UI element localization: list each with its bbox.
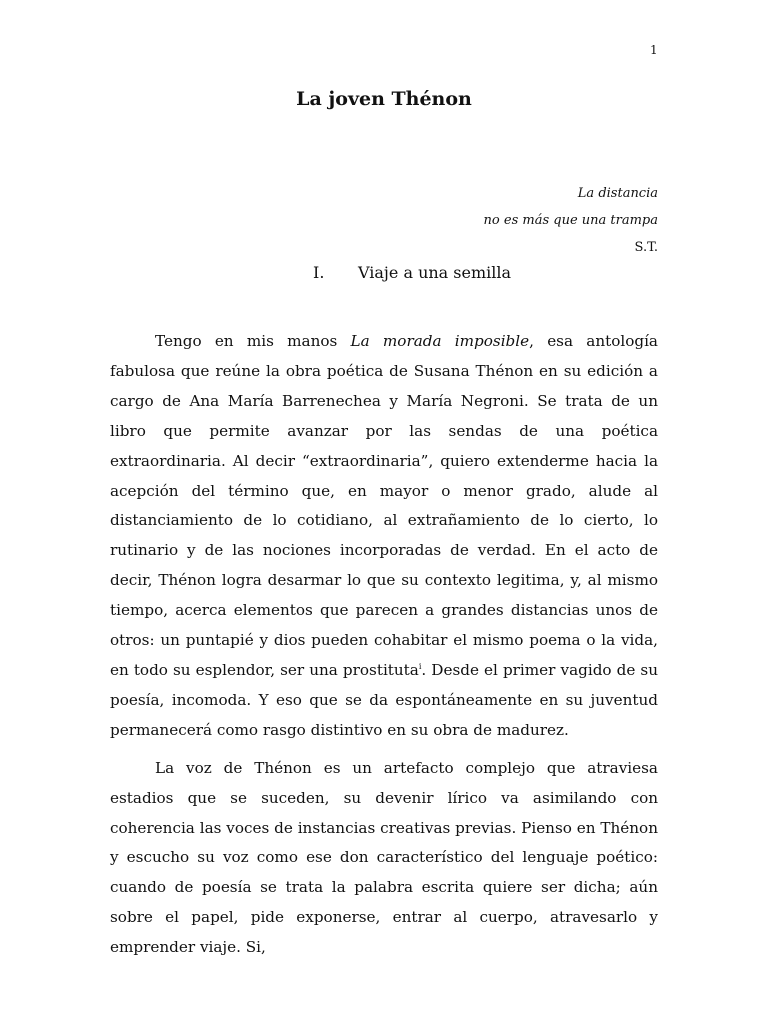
- epigraph: [484, 180, 658, 261]
- page-number: 1: [650, 43, 658, 57]
- paragraph-2: [110, 754, 658, 963]
- section-heading: [313, 263, 511, 282]
- paragraph-1: [110, 327, 658, 746]
- document-title: La joven Thénon: [296, 88, 472, 110]
- paragraph-2-text: La voz de Thénon es un artefacto complejo que atraviesa estadios que se suceden, su devenir lírico va asimilando con coherencia las voces de instancias creativas previas. Pienso en Thénon y escucho su voz como ese don característico del lenguaje poético: cuando de poesía se trata la palabra escrita quiere ser dicha; aún sobre el papel, pide exponerse, entrar al cuerpo, atravesarlo y emprender viaje. Si,: [110, 758, 658, 957]
- paragraph-1-text: , esa antología fabulosa que reúne la obra poética de Susana Thénon en su edición a cargo de Ana María Barrenechea y María Negroni. Se trata de un libro que permite avanzar por las sendas de una poética extraordinaria. Al decir “extraordinaria”, quiero extenderme hacia la acepción del término que, en mayor o menor grado, alude al distanciamiento de lo cotidiano, al extrañamiento de lo cierto, lo rutinario y de las nociones incorporadas de verdad. En el acto de decir, Thénon logra desarmar lo que su contexto legitima, y, al mismo tiempo, acerca elementos que parecen a grandes distancias unos de otros: un puntapié y dios pueden cohabitar el mismo poema o la vida, en todo su esplendor, ser una prostituta: [110, 332, 658, 679]
- section-number: I.: [313, 263, 325, 282]
- epigraph-line-1: La distancia: [577, 186, 658, 201]
- book-title: La morada imposible: [350, 332, 530, 350]
- paragraph-1-text-after: . Desde el primer vagido de su poesía, incomoda. Y eso que se da espontáneamente en su juventud permanecerá como rasgo distintivo en su obra de madurez.: [110, 660, 658, 739]
- epigraph-line-2: no es más que una trampa: [483, 213, 658, 228]
- paragraph-1-intro: Tengo en mis manos: [155, 332, 351, 350]
- epigraph-author: S.T.: [634, 240, 658, 255]
- section-title: Viaje a una semilla: [358, 263, 512, 282]
- body-text: [110, 327, 658, 971]
- footnote-marker[interactable]: i: [418, 661, 422, 671]
